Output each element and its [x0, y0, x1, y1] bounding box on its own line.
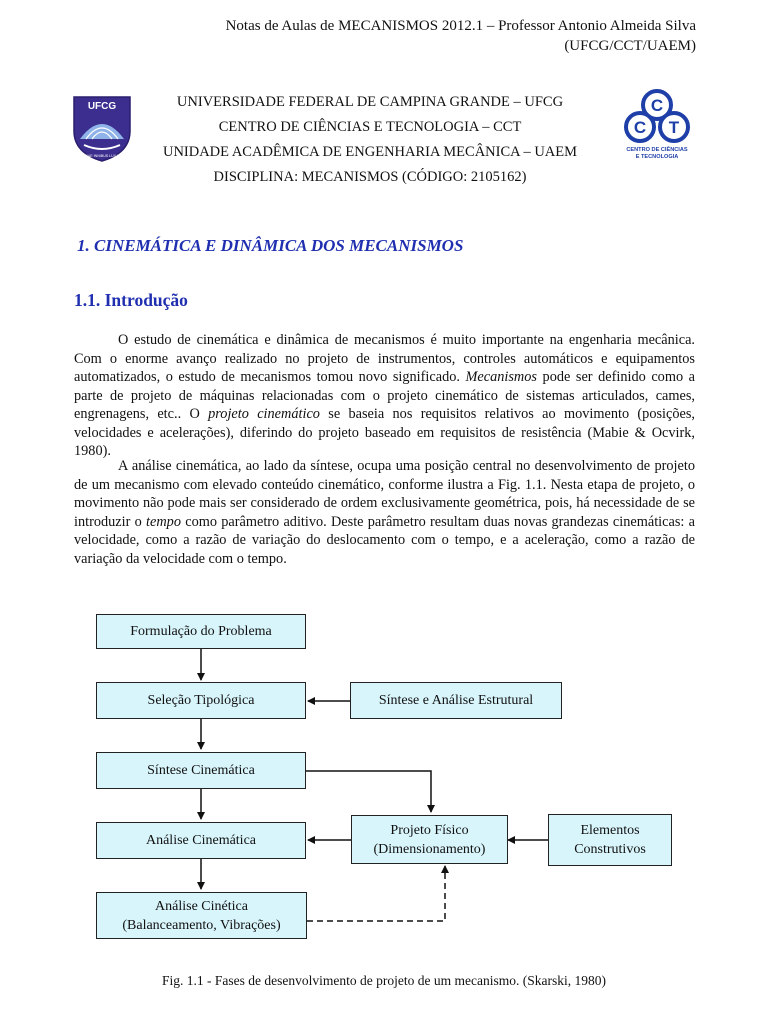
- box-analise-cinetica-line-2: (Balanceamento, Vibrações): [122, 917, 281, 933]
- box-analise-cinetica-line-1: Análise Cinética: [155, 898, 248, 914]
- institution-line-3: UNIDADE ACADÊMICA DE ENGENHARIA MECÂNICA – UAEM: [162, 144, 578, 160]
- box-selecao-tipologica: [96, 682, 306, 719]
- paragraph-2-part-2: como parâmetro aditivo. Deste parâmetro resultam duas novas grandezas cinemáticas: a velocidade, como a razão de variação do deslocamento com o tempo, e a aceleração, como a razão de variação da velocidade com o tempo.: [74, 513, 695, 567]
- box-analise-cinematica: [96, 822, 306, 859]
- cct-logo-letter-2: C: [633, 118, 647, 137]
- cct-logo-letter-1: C: [650, 96, 664, 115]
- paragraph-2-italic-1: tempo: [146, 513, 181, 530]
- institution-line-1: UNIVERSIDADE FEDERAL DE CAMPINA GRANDE – UFCG: [176, 94, 564, 110]
- figure-caption: Fig. 1.1 - Fases de desenvolvimento de projeto de um mecanismo. (Skarski, 1980): [162, 973, 606, 988]
- ufcg-logo-motto: PATRIAE INNIBUS LUX DATA: [77, 154, 127, 158]
- box-sintese-analise-estrutural: [350, 682, 562, 719]
- box-analise-cinematica-label: Análise Cinemática: [145, 833, 257, 848]
- header-note-line2: (UFCG/CCT/UAEM): [564, 38, 696, 54]
- box-projeto-fisico-line-1: Projeto Físico: [390, 822, 469, 838]
- box-formulacao-label: Formulação do Problema: [130, 624, 272, 639]
- box-sintese-cinematica: [96, 752, 306, 789]
- box-elementos-line-2: Construtivos: [574, 842, 646, 857]
- chapter-title: 1. CINEMÁTICA E DINÂMICA DOS MECANISMOS: [77, 236, 464, 255]
- ufcg-logo-text: UFCG: [87, 101, 117, 112]
- box-projeto-fisico: [351, 815, 508, 864]
- box-elementos-construtivos: [548, 814, 672, 866]
- box-selecao-label: Seleção Tipológica: [147, 693, 255, 708]
- box-sintese-cinematica-label: Síntese Cinemática: [147, 763, 255, 778]
- cct-logo-caption-1: CENTRO DE CIÊNCIAS: [626, 147, 688, 153]
- arrow-sintese-cinematica-to-projeto-fisico: [306, 771, 431, 812]
- box-sintese-estrutural-label: Síntese e Análise Estrutural: [378, 693, 534, 708]
- header-note-line1: Notas de Aulas de MECANISMOS 2012.1 – Professor Antonio Almeida Silva: [225, 18, 696, 34]
- paragraph-2-part-1: A análise cinemática, ao lado da síntese, ocupa uma posição central no desenvolvimento de projeto de um mecanismo com elevado conteúdo cinemático, conforme ilustra a Fig. 1.1. Nesta etapa de projeto, o movimento não pode mais ser considerado de ordem exclusivamente geométrica, pois, há necessidade de se introduzir o: [74, 458, 695, 530]
- dashed-feedback-analise-cinetica-to-projeto-fisico: [307, 866, 445, 921]
- paragraph-1-part-3: se baseia nos requisitos relativos ao movimento (posições, velocidades e acelerações), diferindo do projeto baseado em requisitos de resistência (Mabie & Ocvirk, 1980).: [74, 406, 695, 459]
- box-formulacao-problema: [96, 614, 306, 649]
- cct-logo-letter-3: T: [668, 118, 680, 137]
- paragraph-1-part-1: O estudo de cinemática e dinâmica de mecanismos é muito importante na engenharia mecânica. Com o enorme avanço realizado no projeto de instrumentos, controles automáticos e equipamentos automatizados, o estudo de mecanismos tomou novo significado.: [74, 332, 695, 385]
- section-title: 1.1. Introdução: [74, 290, 188, 310]
- paragraph-1-italic-1: Mecanismos: [465, 369, 537, 385]
- cct-logo-caption-2: E TECNOLOGIA: [635, 154, 679, 160]
- institution-line-2: CENTRO DE CIÊNCIAS E TECNOLOGIA – CCT: [218, 119, 522, 135]
- paragraph-1-part-2: pode ser definido como a parte de projeto de máquinas relacionadas com o projeto cinemático de sistemas articulados, cames, engrenagens, etc.. O: [74, 369, 695, 422]
- paragraph-1-italic-2: projeto cinemático: [208, 406, 320, 422]
- box-elementos-line-1: Elementos: [580, 823, 640, 838]
- box-analise-cinetica: [96, 892, 307, 939]
- institution-line-4: DISCIPLINA: MECANISMOS (CÓDIGO: 2105162): [213, 169, 527, 185]
- box-projeto-fisico-line-2: (Dimensionamento): [373, 841, 486, 857]
